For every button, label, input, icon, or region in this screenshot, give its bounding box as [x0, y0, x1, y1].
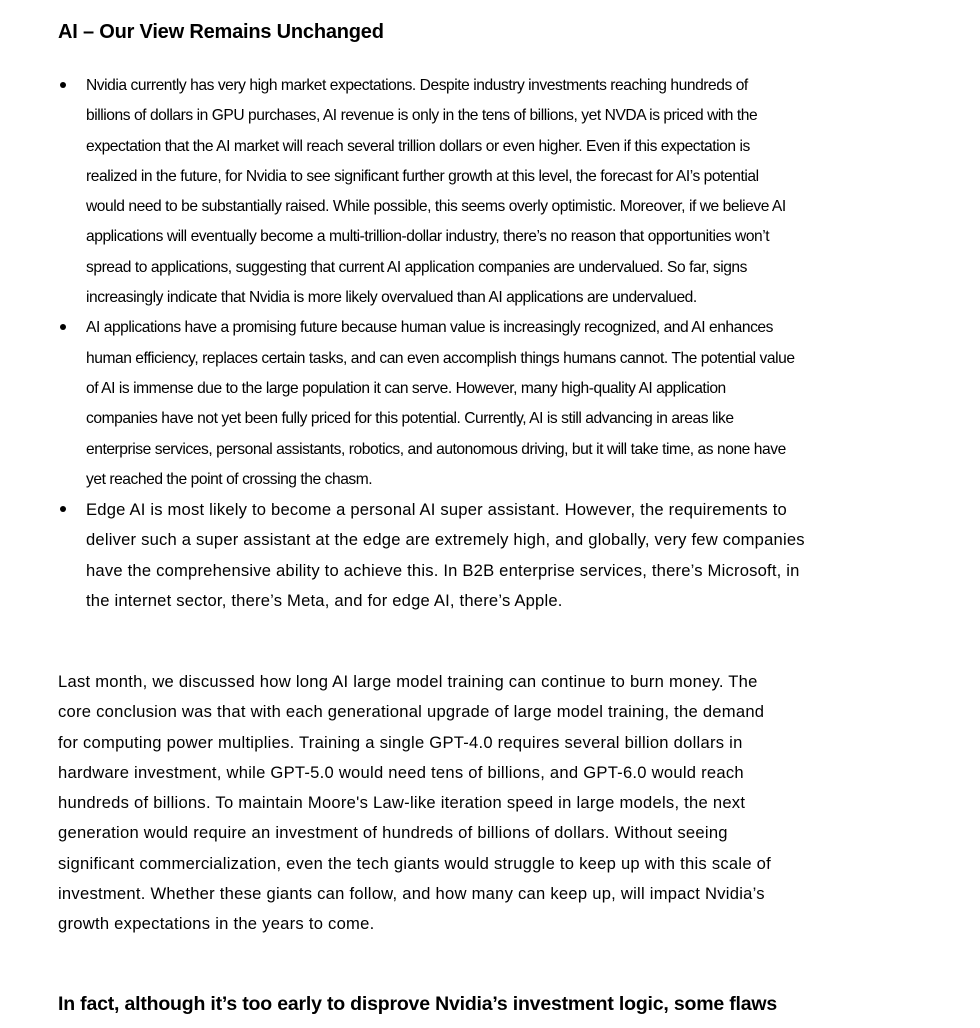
text-line: have the comprehensive ability to achieve this. In B2B enterprise services, there’s Microsoft, in [86, 560, 800, 580]
text-line: Last month, we discussed how long AI large model training can continue to burn money. The [58, 672, 758, 691]
text-line: growth expectations in the years to come. [58, 914, 375, 934]
text-line: realized in the future, for Nvidia to see significant further growth at this level, the forecast for AI’s potential [86, 167, 759, 185]
text-line: core conclusion was that with each generational upgrade of large model training, the demand [58, 702, 765, 722]
bullet-dot-icon [60, 324, 66, 330]
text-line: billions of dollars in GPU purchases, AI revenue is only in the tens of billions, yet NVDA is priced with the [86, 107, 758, 125]
text-line: yet reached the point of crossing the chasm. [86, 470, 373, 488]
text-line: of AI is immense due to the large population it can serve. However, many high-quality AI application [86, 379, 726, 397]
text-line: would need to be substantially raised. While possible, this seems overly optimistic. Moreover, if we believe AI [86, 198, 786, 216]
body-paragraph [58, 667, 938, 940]
subheading: In fact, although it’s too early to disprove Nvidia’s investment logic, some flaws [58, 993, 777, 1015]
text-line: Edge AI is most likely to become a personal AI super assistant. However, the requirements to [86, 500, 787, 520]
text-line: generation would require an investment of hundreds of billions of dollars. Without seeing [58, 823, 728, 843]
text-line: hardware investment, while GPT-5.0 would need tens of billions, and GPT-6.0 would reach [58, 762, 744, 782]
bullet-dot-icon [60, 82, 66, 88]
text-line: companies have not yet been fully priced for this potential. Currently, AI is still advancing in areas like [86, 410, 734, 428]
text-line: for computing power multiplies. Training a single GPT-4.0 requires several billion dollars in [58, 732, 743, 752]
bullet-item-edge-ai [58, 495, 938, 616]
text-line: spread to applications, suggesting that current AI application companies are undervalued. So far, signs [86, 258, 748, 276]
text-line: hundreds of billions. To maintain Moore's Law-like iteration speed in large models, the next [58, 793, 746, 813]
bullet-dot-icon [60, 506, 66, 512]
text-line: AI applications have a promising future because human value is increasingly recognized, and AI enhances [86, 319, 774, 337]
text-line: significant commercialization, even the tech giants would struggle to keep up with this scale of [58, 853, 772, 873]
text-line: deliver such a super assistant at the edge are extremely high, and globally, very few companies [86, 530, 805, 550]
text-line: enterprise services, personal assistants, robotics, and autonomous driving, but it will take time, as none have [86, 440, 786, 458]
section-title: AI – Our View Remains Unchanged [58, 21, 384, 43]
bullet-item-nvidia-expectations [58, 71, 938, 313]
text-line: Nvidia currently has very high market expectations. Despite industry investments reaching hundreds of [86, 77, 748, 94]
text-line: increasingly indicate that Nvidia is more likely overvalued than AI applications are undervalued. [86, 289, 697, 307]
bullet-list [58, 71, 938, 616]
text-line: expectation that the AI market will reach several trillion dollars or even higher. Even if this expectation is [86, 137, 750, 155]
text-line: human efficiency, replaces certain tasks, and can even accomplish things humans cannot. The potential value [86, 349, 795, 367]
text-line: investment. Whether these giants can follow, and how many can keep up, will impact Nvidia’s [58, 884, 765, 904]
text-line: the internet sector, there’s Meta, and for edge AI, there’s Apple. [86, 591, 563, 611]
text-line: applications will eventually become a multi-trillion-dollar industry, there’s no reason that opportunities won’t [86, 228, 770, 246]
bullet-item-ai-applications [58, 313, 938, 495]
